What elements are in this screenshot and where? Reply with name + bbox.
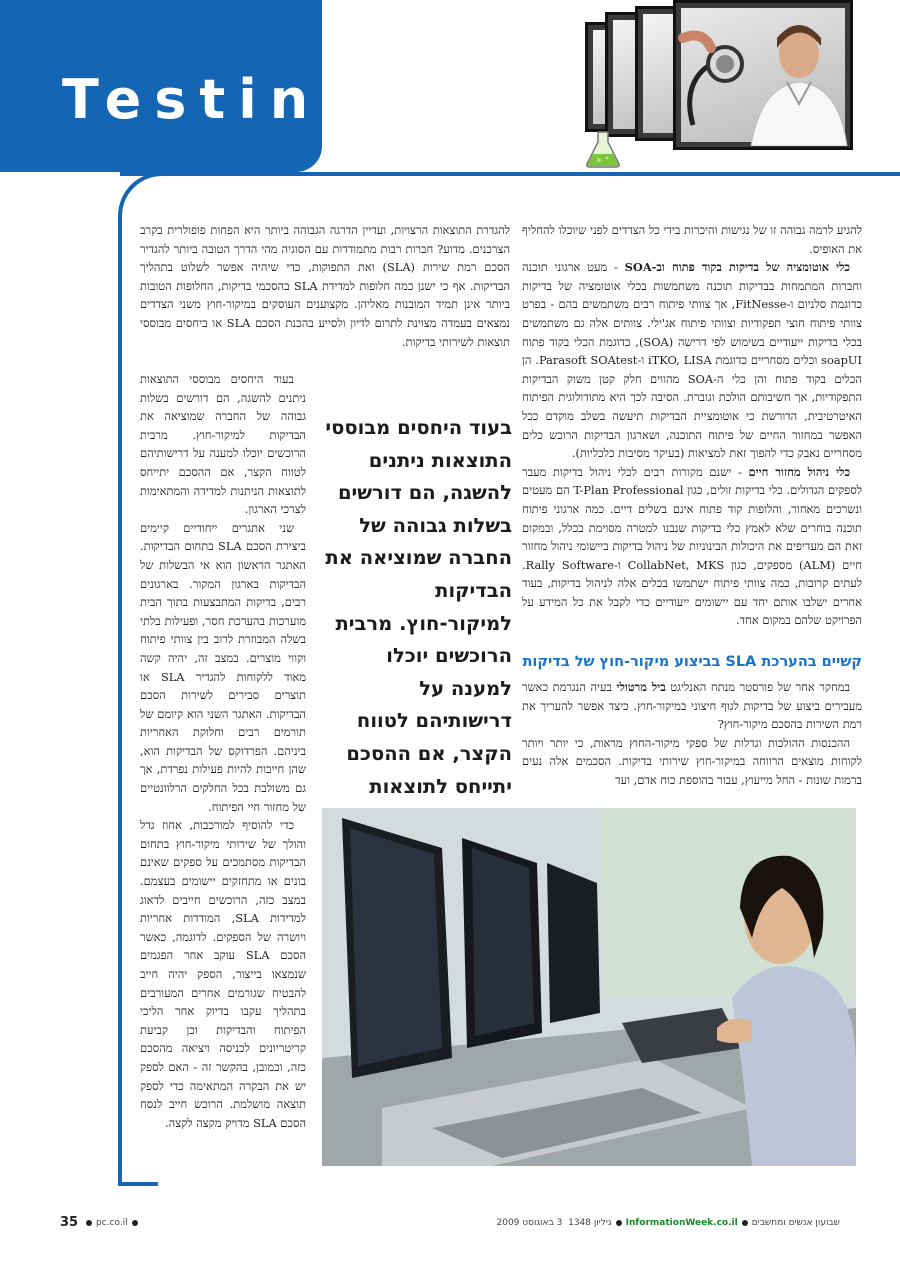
bullet-icon	[616, 1220, 622, 1226]
paragraph: שני אתגרים ייחודיים קיימים ביצירת הסכם SLA בתחום הבדיקות. האתגר הראשון הוא אי הבשלות של הבדיקות בארגון המקור. בארגונים רבים, בדיקות המתבצעות בתוך הבית מוערכות בהערכת חסר, ופעילות בלתי בשלה המבוזרת לרוב בין צוותי פיתוח וקווי מוצרים. במצב זה, יהיה קשה מאוד ללקוחות להגדיר SLA או תוצרים סבירים לשירות הסכם הבדיקות. האתגר השני הוא קיומם של תורמים רבים וחלוקת האחריות ביניהם. הפרדוקס של הבדיקות הוא, שהן חייבות להיות פעילות נפרדת, אך גם משולבת בכל החלקים הרלוונטיים של מחזור חיי הפיתוח.	[140, 520, 307, 814]
paragraph: כדי להוסיף למורכבות, אחוז גדל והולך של שירותי מיקור-חוץ בתחום הבדיקות מסתמכים על ספקים שאינם בונים או מתחזקים יישומים בעצמם. במצב כזה, הרוכשים חייבים לדאוג למדידות SLA, המודדות אחריות ויושרה של הספקים. לדוגמה, כאשר הסכם SLA עוקב אחר הפגמים שנמצאו בייצור, הספק יהיה חייב להבטיח שגורמים אחרים המעורבים בתהליך עקבו בדיוק אחר הליכי הפיתוח והבדיקות וכן קביעת קריטריונים לכניסה ויציאה מהסכם כזה, וכמובן, בהקשר זה - האם לספק יש את הבקרה המתאימה כדי לספק תוצאה מושלמת. הרוכש חייב לנסח הסכם SLA מדויק מקצה לקצה.	[140, 818, 307, 1130]
article-column-right	[522, 221, 862, 630]
footer-masthead	[497, 1218, 841, 1228]
paragraph-lead: כלי אוטומציה של בדיקות בקוד פתוח וב-SOA	[624, 260, 851, 275]
article-column-left-narrow	[140, 370, 306, 1132]
pull-quote: בעוד היחסים מבוססי התוצאות ניתנים להשגה, הם דורשים בשלות גבוהה של החברה שמוציאה את הבדיקות למיקור-חוץ. מרבית הרוכשים יוכלו למענה על דרישותיהם לטווח הקצר, אם ההסכם יתייחס לתוצאות	[325, 416, 512, 798]
iw-site: InformationWeek.co.il	[625, 1218, 738, 1228]
article-column-left	[140, 221, 510, 351]
subheading: קשיים בהערכת SLA בביצוע מיקור-חוץ של בדיקות	[522, 654, 862, 670]
frame-bottom-rule	[118, 1182, 158, 1186]
paragraph-lead: כלי ניהול מחזור חיים	[748, 464, 851, 479]
page-footer	[60, 1215, 840, 1234]
analyst-name: ביל מרטולי	[616, 680, 666, 694]
footer-pc-site: pc.co.il	[82, 1218, 142, 1228]
section-title: Testing	[62, 68, 373, 131]
paragraph: בעוד היחסים מבוססי התוצאות ניתנים להשגה, הם דורשים בשלות גבוהה של החברה שמוציאה את הבדיקות למיקור-חוץ. מרבית הרוכשים יוכלו למענה על דרישותיהם לטווח הקצר, אם ההסכם יתייחס לתוצאות הניתנות למדידה והמתאימות לצרכי הארגון.	[140, 372, 306, 517]
issue-date: 3 באוגוסט 2009	[496, 1218, 563, 1228]
publication-name: שבועון אנשים ומחשבים	[751, 1218, 840, 1228]
page-number: 35	[60, 1215, 79, 1230]
article-column-right-lower	[522, 678, 862, 790]
bullet-icon	[742, 1220, 748, 1226]
paragraph: להגיע לרמה גבוהה זו של נגישות והיכרות בידי כל הצדדים לפני שיוכלו להחליף את האופיס.	[522, 223, 862, 256]
photo-illustration	[322, 808, 856, 1166]
office-photo	[322, 808, 856, 1166]
header-tab	[0, 0, 373, 172]
paragraph: כלי אוטומציה של בדיקות בקוד פתוח וב-SOA - מעט ארגוני תוכנה וחברות המתמחות בבדיקות תוכנה משתמשות בכלי אוטומציה של בדיקות כדוגמת סלניום ו-FitNesse, אך צוותי פיתוח רבים משתמשים בהם - בפרט צוותי פיתוח חוצי תפקודיות וצוותי פיתוח אג'ילי. צוותים אלה גם משתמשים בכלי בדיקות ייעודיים בשימוש לפי דרישה (SOA), כדוגמת הכלי בקוד פתוח soapUI וכלים מסחריים כדוגמת iTKO, LISA ו-Parasoft SOAtest. הן הכלים בקוד פתוח והן כלי ה-SOA מהווים חלק קטן משוק הבדיקות התפקודיות, אך חשיבותם הולכת וגוברת. הסיבה לכך היא מתודולוגית הפיתוח האיטרטיבית, הדורשת כי אוטומציית הבדיקות תיעשה בשלב מוקדם ככל האפשר במחזור החיים של פיתוח התוכנה, ושארגון הבדיקות הרוכש כלים מסחריים נאבק כדי להפוך זאת למציאות (בעיקר מסיבות כלכליות).	[522, 260, 862, 461]
paragraph: ההכנסות ההולכות וגדלות של ספקי מיקור-החוץ מראות, כי יותר ויותר לקוחות מוצאים הרווחה במיקור-חוץ שירותי בדיקות. הסכמים אלה נעים ברמות שונות - החל מייעוץ, עבור בהוספת כוח אדם, ועד	[522, 735, 862, 787]
bullet-icon	[86, 1220, 92, 1226]
top-rule	[120, 172, 900, 176]
paragraph: כלי ניהול מחזור חיים - ישנם מקורות רבים לכלי ניהול בדיקות מעבר לספקים הגדולים. כלי בדיקות זולים, כגון T-Plan Professional הם מעטים ונשרכים מאחור, והלופות קוד פתוח אינם בשלים דיים. כמה ארגוני פיתוח תוכנה בוחרים שלא לאמץ כלי בדיקות שנבנו למטרה מסוימת בכלל, ובמקום זאת הם מעדיפים את היכולות הבינוניות של ניהול בדיקות ביישומי ניהול מחזור חיים (ALM) מספקים, כגון CollabNet, MKS ו-Rally Software. לעתים קרובות, כמה צוותי פיתוח ישתמשו בכלים אלה לניהול בדיקות, בעוד אחרים ישלבו אותם יחד עם יישומים ייעודיים כדי לקבל את כל המידע על הפרויקט שלהם במקום אחד.	[522, 464, 863, 628]
bullet-icon	[132, 1220, 138, 1226]
stethoscope-icon	[673, 30, 753, 140]
issue-number: גיליון 1348	[568, 1218, 612, 1228]
paragraph: במחקר אחר של פורסטר מנתח האנליגט ביל מרטולי בעיה הנגרמת כאשר מעבירים ביצוע של בדיקות לגוף חיצוני במיקור-חוץ. כיצד אפשר להעריך את רמת השירות בהסכם מיקור-חוץ?	[522, 680, 862, 732]
frame-left-rule	[118, 230, 122, 1185]
paragraph: להגדרת התוצאות הרצויות, ועדיין הדרגה הגבוהה ביותר היא הפחות פופולרית בקרב הצרכנים. מדוע? חברות רבות מתמודדות עם הסוגיה מהי הדרך הטובה ביותר להגדיר הסכם רמת שירות (SLA) ואת התפוקות, כדי שיהיה אפשר לשלוט בתהליך הבדיקות. אף כי ישנן כמה חלופות למדידת SLA בהסכמי בדיקות, החלופות הטובות ביותר אינן תמיד המובנות מאליהן. מקצוענים העוסקים במיקור-חוץ משני הצדדים נמצאים בעמדה מצוינת לתרום לדיון ולסייע בהכנת הסכם SLA או ביחסים מבוססי תוצאות לשירותי בדיקות.	[140, 223, 510, 349]
flask-icon	[585, 130, 621, 168]
